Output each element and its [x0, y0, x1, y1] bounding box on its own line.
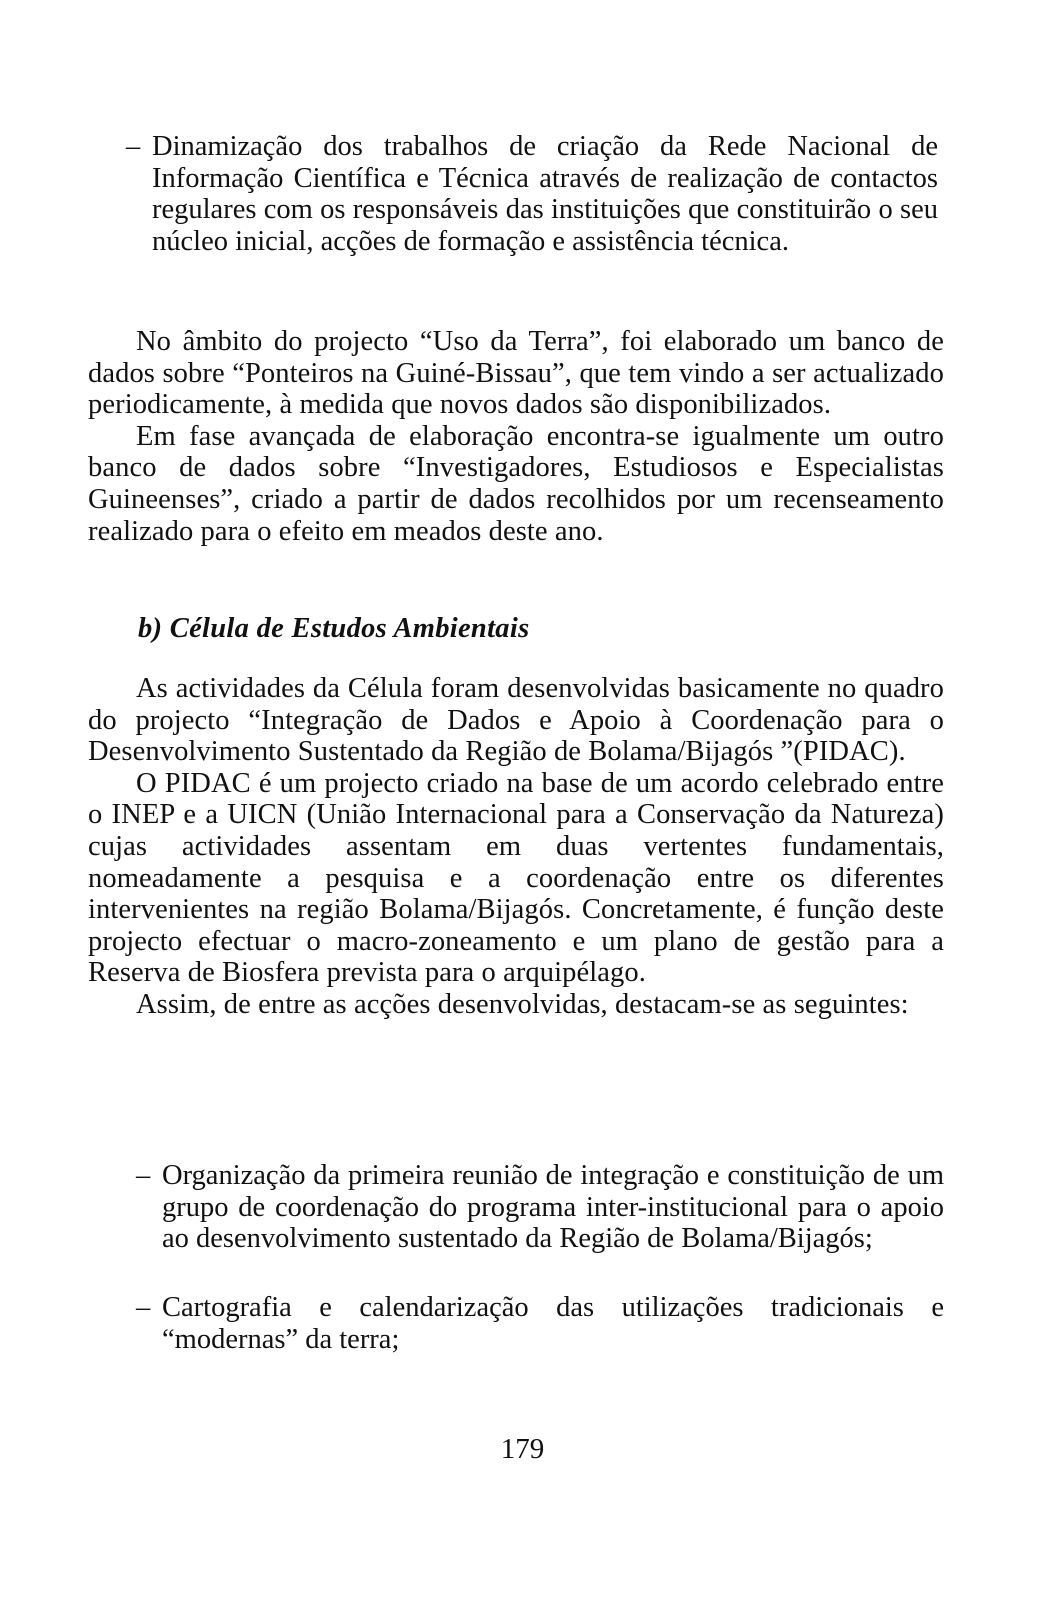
list-item: [136, 1292, 944, 1355]
paragraph: Assim, de entre as acções desenvolvidas, destacam-se as seguintes:: [136, 988, 909, 1020]
list-item: [136, 1160, 944, 1255]
list-item-text: Dinamização dos trabalhos de criação da Rede Nacional de Informação Científica e Técnica através de realização de contactos regulares com os responsáveis das instituições que constituirão o seu núcleo inicial, acções de formação e assistência técnica.: [152, 131, 938, 257]
list-dash: –: [136, 1160, 151, 1191]
page-number: 179: [500, 1433, 545, 1465]
list-dash: –: [126, 131, 141, 162]
section-heading: b) Célula de Estudos Ambientais: [138, 613, 530, 644]
list-item: [126, 131, 938, 257]
paragraph-group-a: [88, 326, 944, 547]
paragraph: No âmbito do projecto “Uso da Terra”, foi elaborado um banco de dados sobre “Ponteiros na Guiné-Bissau”, que tem vindo a ser actualizado periodicamente, à medida que novos dados são disponibilizados.: [88, 326, 944, 421]
list-item-text: Cartografia e calendarização das utilizações tradicionais e “modernas” da terra;: [162, 1292, 944, 1355]
paragraph: O PIDAC é um projecto criado na base de um acordo celebrado entre o INEP e a UICN (União Internacional para a Conservação da Natureza) cujas actividades assentam em duas vertentes fundamentais, nomeadamente a pesquisa e a coordenação entre os diferentes intervenientes na região Bolama/Bijagós. Concretamente, é função deste projecto efectuar o macro-zoneamento e um plano de gestão para a Reserva de Biosfera prevista para o arquipélago.: [88, 767, 944, 989]
list-dash: –: [136, 1292, 151, 1323]
paragraph: As actividades da Célula foram desenvolvidas basicamente no quadro do projecto “Integração de Dados e Apoio à Coordenação para o Desenvolvimento Sustentado da Região de Bolama/Bijagós ”(PIDAC).: [88, 673, 944, 768]
paragraph-group-b: [88, 673, 944, 1021]
list-item-text: Organização da primeira reunião de integração e constituição de um grupo de coordenação do programa inter-institucional para o apoio ao desenvolvimento sustentado da Região de Bolama/Bijagós;: [162, 1160, 944, 1255]
paragraph: Em fase avançada de elaboração encontra-se igualmente um outro banco de dados sobre “Investigadores, Estudiosos e Especialistas Guineenses”, criado a partir de dados recolhidos por um recenseamento realizado para o efeito em meados deste ano.: [88, 420, 944, 547]
